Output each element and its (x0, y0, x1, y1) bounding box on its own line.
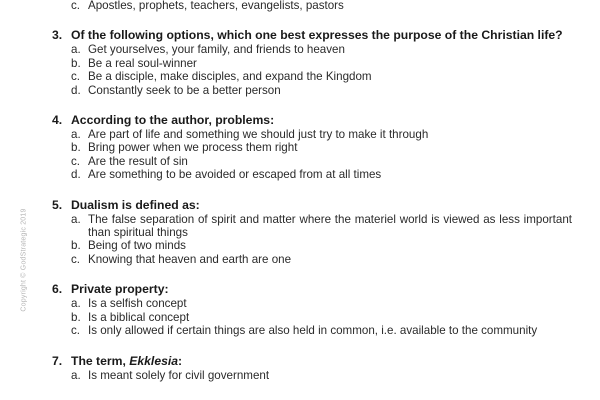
question-number: 4. (52, 113, 63, 128)
copyright-notice: Copyright © GodStrategic 2019 (20, 208, 28, 312)
option-text: Constantly seek to be a better person (88, 83, 281, 97)
option-text: Are something to be avoided or escaped from at all times (88, 168, 382, 182)
quiz-content (52, 0, 572, 398)
question-4 (52, 113, 572, 182)
option-list (52, 128, 572, 182)
option-letter: c. (71, 0, 81, 12)
option-letter: d. (71, 83, 81, 97)
option-a (71, 128, 572, 141)
option-c (71, 324, 572, 337)
question-6 (52, 282, 572, 337)
option-a (71, 213, 572, 240)
question-heading (52, 198, 572, 213)
option-text: Is a selfish concept (88, 297, 187, 311)
option-list (52, 213, 572, 267)
option-text: Are part of life and something we should just try to make it through (88, 128, 429, 142)
option-text: Is a biblical concept (88, 310, 190, 324)
option-text: Bring power when we process them right (88, 141, 298, 155)
option-text: Be a real soul-winner (88, 56, 197, 70)
option-list (52, 43, 572, 97)
option-text: Get yourselves, your family, and friends to heaven (88, 43, 345, 57)
option-letter: b. (71, 141, 81, 155)
option-letter: c. (71, 70, 81, 84)
question-number: 7. (52, 353, 63, 368)
option-c (71, 0, 572, 12)
question-heading (52, 113, 572, 128)
question-5 (52, 198, 572, 267)
question-heading (52, 28, 572, 43)
question-heading (52, 282, 572, 297)
option-b (71, 239, 572, 252)
option-a (71, 297, 572, 310)
option-b (71, 57, 572, 70)
option-list (52, 297, 572, 337)
question-text-emphasis: Ekklesia (129, 353, 179, 368)
question-text-suffix: : (178, 353, 183, 368)
option-text: The false separation of spirit and matter where the materiel world is viewed as less important than spiritual things (88, 212, 572, 240)
option-text: Knowing that heaven and earth are one (88, 252, 292, 266)
option-text: Apostles, prophets, teachers, evangelists, pastors (88, 0, 344, 12)
option-letter: d. (71, 168, 81, 182)
option-letter: c. (71, 324, 81, 338)
option-text: Is only allowed if certain things are also held in common, i.e. available to the community (88, 324, 538, 338)
option-text: Is meant solely for civil government (88, 368, 270, 382)
option-a (71, 369, 572, 382)
option-letter: b. (71, 239, 81, 253)
option-c (71, 253, 572, 266)
question-number: 5. (52, 197, 63, 212)
question-text: Dualism is defined as: (71, 197, 200, 212)
question-text (71, 354, 182, 369)
option-letter: a. (71, 212, 81, 226)
question-text: Of the following options, which one best expresses the purpose of the Christian life? (71, 28, 563, 43)
question-text-prefix: The term, (71, 353, 130, 368)
option-list (52, 369, 572, 382)
option-text: Are the result of sin (88, 154, 188, 168)
option-b (71, 141, 572, 154)
option-letter: b. (71, 56, 81, 70)
option-d (71, 84, 572, 97)
option-letter: c. (71, 154, 81, 168)
option-c (71, 155, 572, 168)
option-c (71, 70, 572, 83)
question-number: 3. (52, 28, 63, 43)
option-letter: c. (71, 252, 81, 266)
question-3 (52, 28, 572, 97)
question-text: Private property: (71, 282, 169, 297)
option-text: Be a disciple, make disciples, and expand the Kingdom (88, 70, 372, 84)
question-7 (52, 354, 572, 382)
option-letter: a. (71, 128, 81, 142)
question-heading (52, 354, 572, 369)
option-b (71, 311, 572, 324)
option-letter: a. (71, 368, 81, 382)
option-letter: a. (71, 297, 81, 311)
option-letter: b. (71, 310, 81, 324)
option-a (71, 43, 572, 56)
option-letter: a. (71, 43, 81, 57)
carryover-options (52, 0, 572, 12)
option-d (71, 168, 572, 181)
question-text: According to the author, problems: (71, 113, 275, 128)
question-number: 6. (52, 282, 63, 297)
option-text: Being of two minds (88, 239, 186, 253)
